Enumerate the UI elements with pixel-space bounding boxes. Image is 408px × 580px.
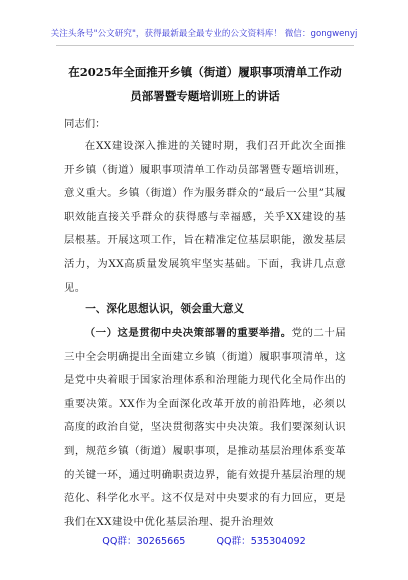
subsection-lead: （一）这是贯彻中央决策部署的重要举措。	[84, 327, 292, 339]
footer-contacts	[0, 533, 408, 547]
document-title: 在2025年全面推开乡镇（街道）履职事项清单工作动员部署暨专题培训班上的讲话	[68, 65, 342, 103]
header-note: 关注头条号"公文研究"，获得最新最全最专业的公文资料库！ 微信：gongwenyj	[50, 29, 358, 39]
salutation: 同志们：	[64, 118, 106, 130]
section-heading: 一、深化思想认识，领会重大意义	[85, 303, 245, 315]
header-divider	[56, 45, 354, 46]
footer-qq-group-2: QQ群：535304092	[216, 536, 306, 547]
subsection-paragraph	[64, 322, 346, 534]
footer-qq-group-1: QQ群：30265665	[102, 536, 186, 547]
subsection-body: 党的二十届三中全会明确提出全面建立乡镇（街道）履职事项清单，这是党中央着眼于国家治理体系和治理能力现代化全局作出的重要决策。XX作为全面深化改革开放的前沿阵地，必须以高度的政治自觉，坚决贯彻落实中央决策。我们要深刻认识到，规范乡镇（街道）履职事项，是推动基层治理体系变革的关键一环，通过明确职责边界，能有效提升基层治理的规范化、科学化水平。这不仅是对中央要求的有力回应，更是我们在XX建设中优化基层治理、提升治理效	[64, 327, 346, 528]
intro-paragraph: 在XX建设深入推进的关键时期，我们召开此次全面推开乡镇（街道）履职事项清单工作动员部署暨专题培训班，意义重大。乡镇（街道）作为服务群众的“最后一公里”其履职效能直接关乎群众的获得感与幸福感，关乎XX建设的基层根基。开展这项工作，旨在精准定位基层职能，激发基层活力，为XX高质量发展筑牢坚实基础。下面，我讲几点意见。	[64, 140, 346, 294]
